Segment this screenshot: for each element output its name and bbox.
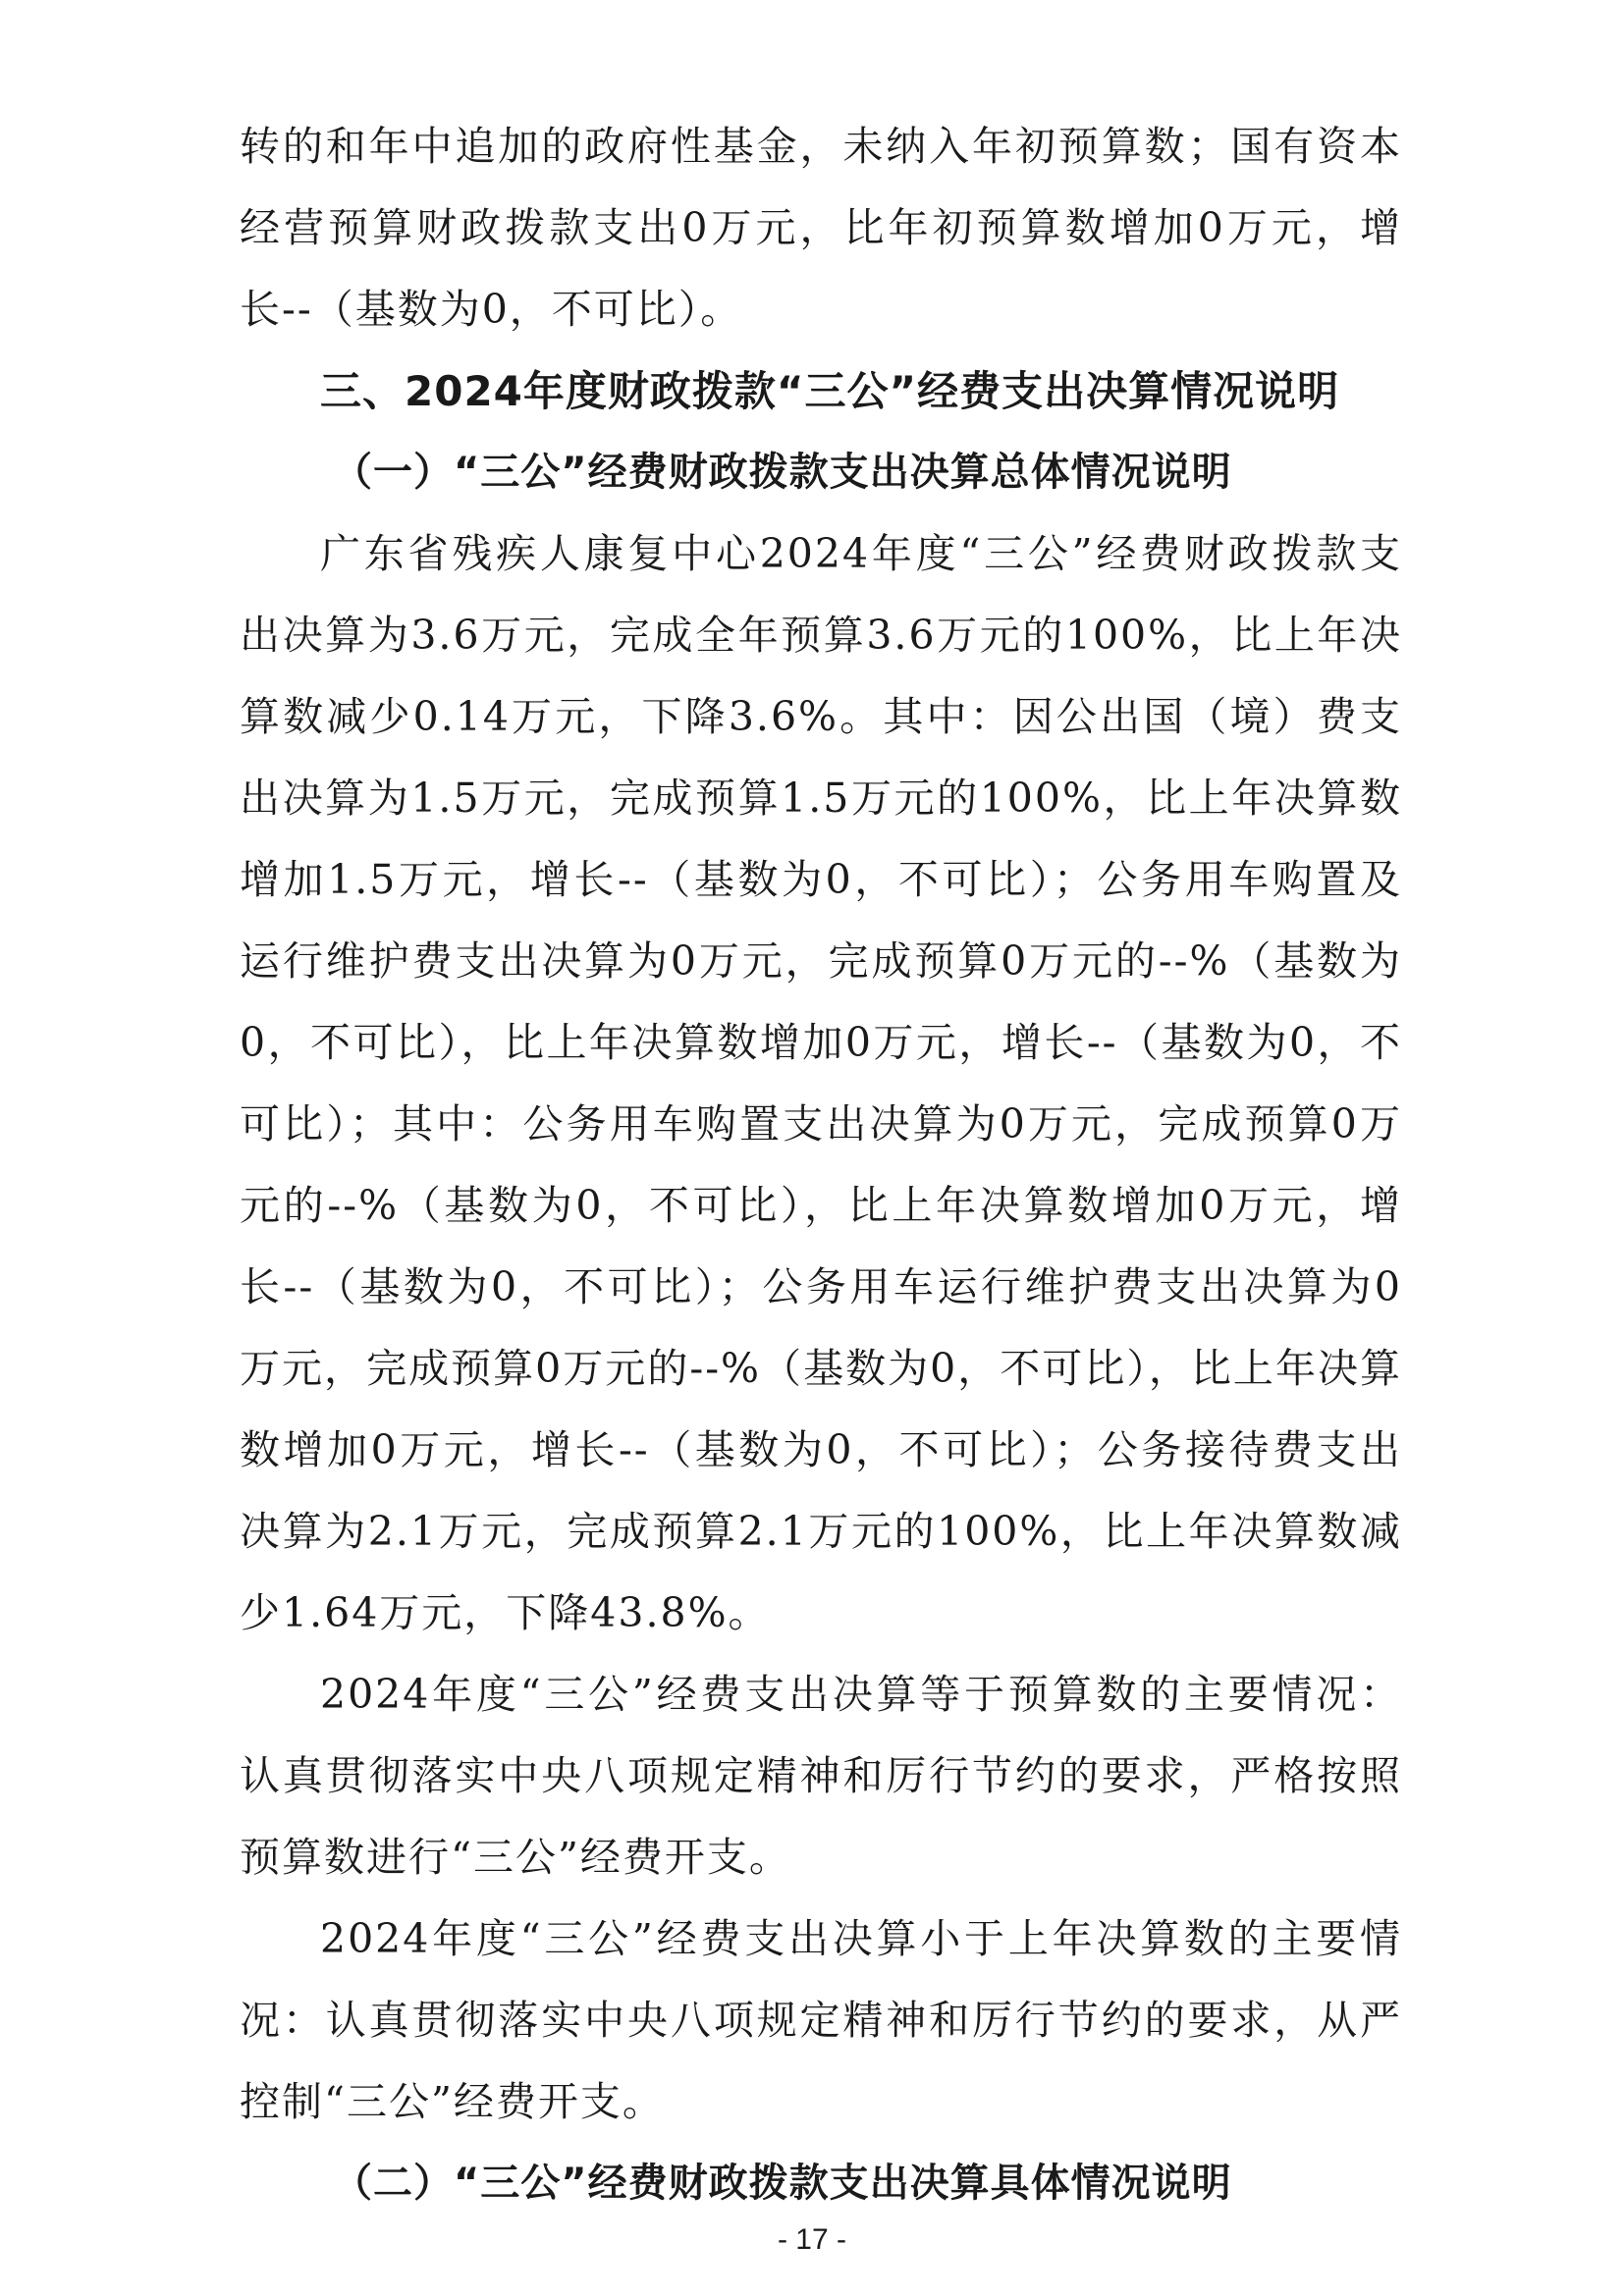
page-body	[240, 106, 1402, 2224]
paragraph-equal-budget-reason: 2024年度“三公”经费支出决算等于预算数的主要情况：认真贯彻落实中央八项规定精神和厉行节约的要求，严格按照预算数进行“三公”经费开支。	[240, 1671, 1402, 1881]
paragraph-less-than-last-year-reason: 2024年度“三公”经费支出决算小于上年决算数的主要情况：认真贯彻落实中央八项规定精神和厉行节约的要求，从严控制“三公”经费开支。	[240, 1915, 1402, 2125]
paragraph-continuation: 转的和年中追加的政府性基金，未纳入年初预算数；国有资本经营预算财政拨款支出0万元，比年初预算数增加0万元，增长--（基数为0，不可比）。	[240, 123, 1402, 333]
subsection-heading-1: （一）“三公”经费财政拨款支出决算总体情况说明	[333, 450, 1232, 495]
page-number: - 17 -	[777, 2223, 847, 2256]
subsection-heading-2: （二）“三公”经费财政拨款支出决算具体情况说明	[333, 2161, 1232, 2206]
section-heading-3: 三、2024年度财政拨款“三公”经费支出决算情况说明	[320, 367, 1340, 415]
paragraph-overall-expenditure: 广东省残疾人康复中心2024年度“三公”经费财政拨款支出决算为3.6万元，完成全年预算3.6万元的100%，比上年决算数减少0.14万元，下降3.6%。其中：因公出国（境）费支出决算为1.5万元，完成预算1.5万元的100%，比上年决算数增加1.5万元，增长--（基数为0，不可比）；公务用车购置及运行维护费支出决算为0万元，完成预算0万元的--%（基数为0，不可比），比上年决算数增加0万元，增长--（基数为0，不可比）；其中：公务用车购置支出决算为0万元，完成预算0万元的--%（基数为0，不可比），比上年决算数增加0万元，增长--（基数为0，不可比）；公务用车运行维护费支出决算为0万元，完成预算0万元的--%（基数为0，不可比），比上年决算数增加0万元，增长--（基数为0，不可比）；公务接待费支出决算为2.1万元，完成预算2.1万元的100%，比上年决算数减少1.64万元，下降43.8%。	[240, 530, 1402, 1636]
